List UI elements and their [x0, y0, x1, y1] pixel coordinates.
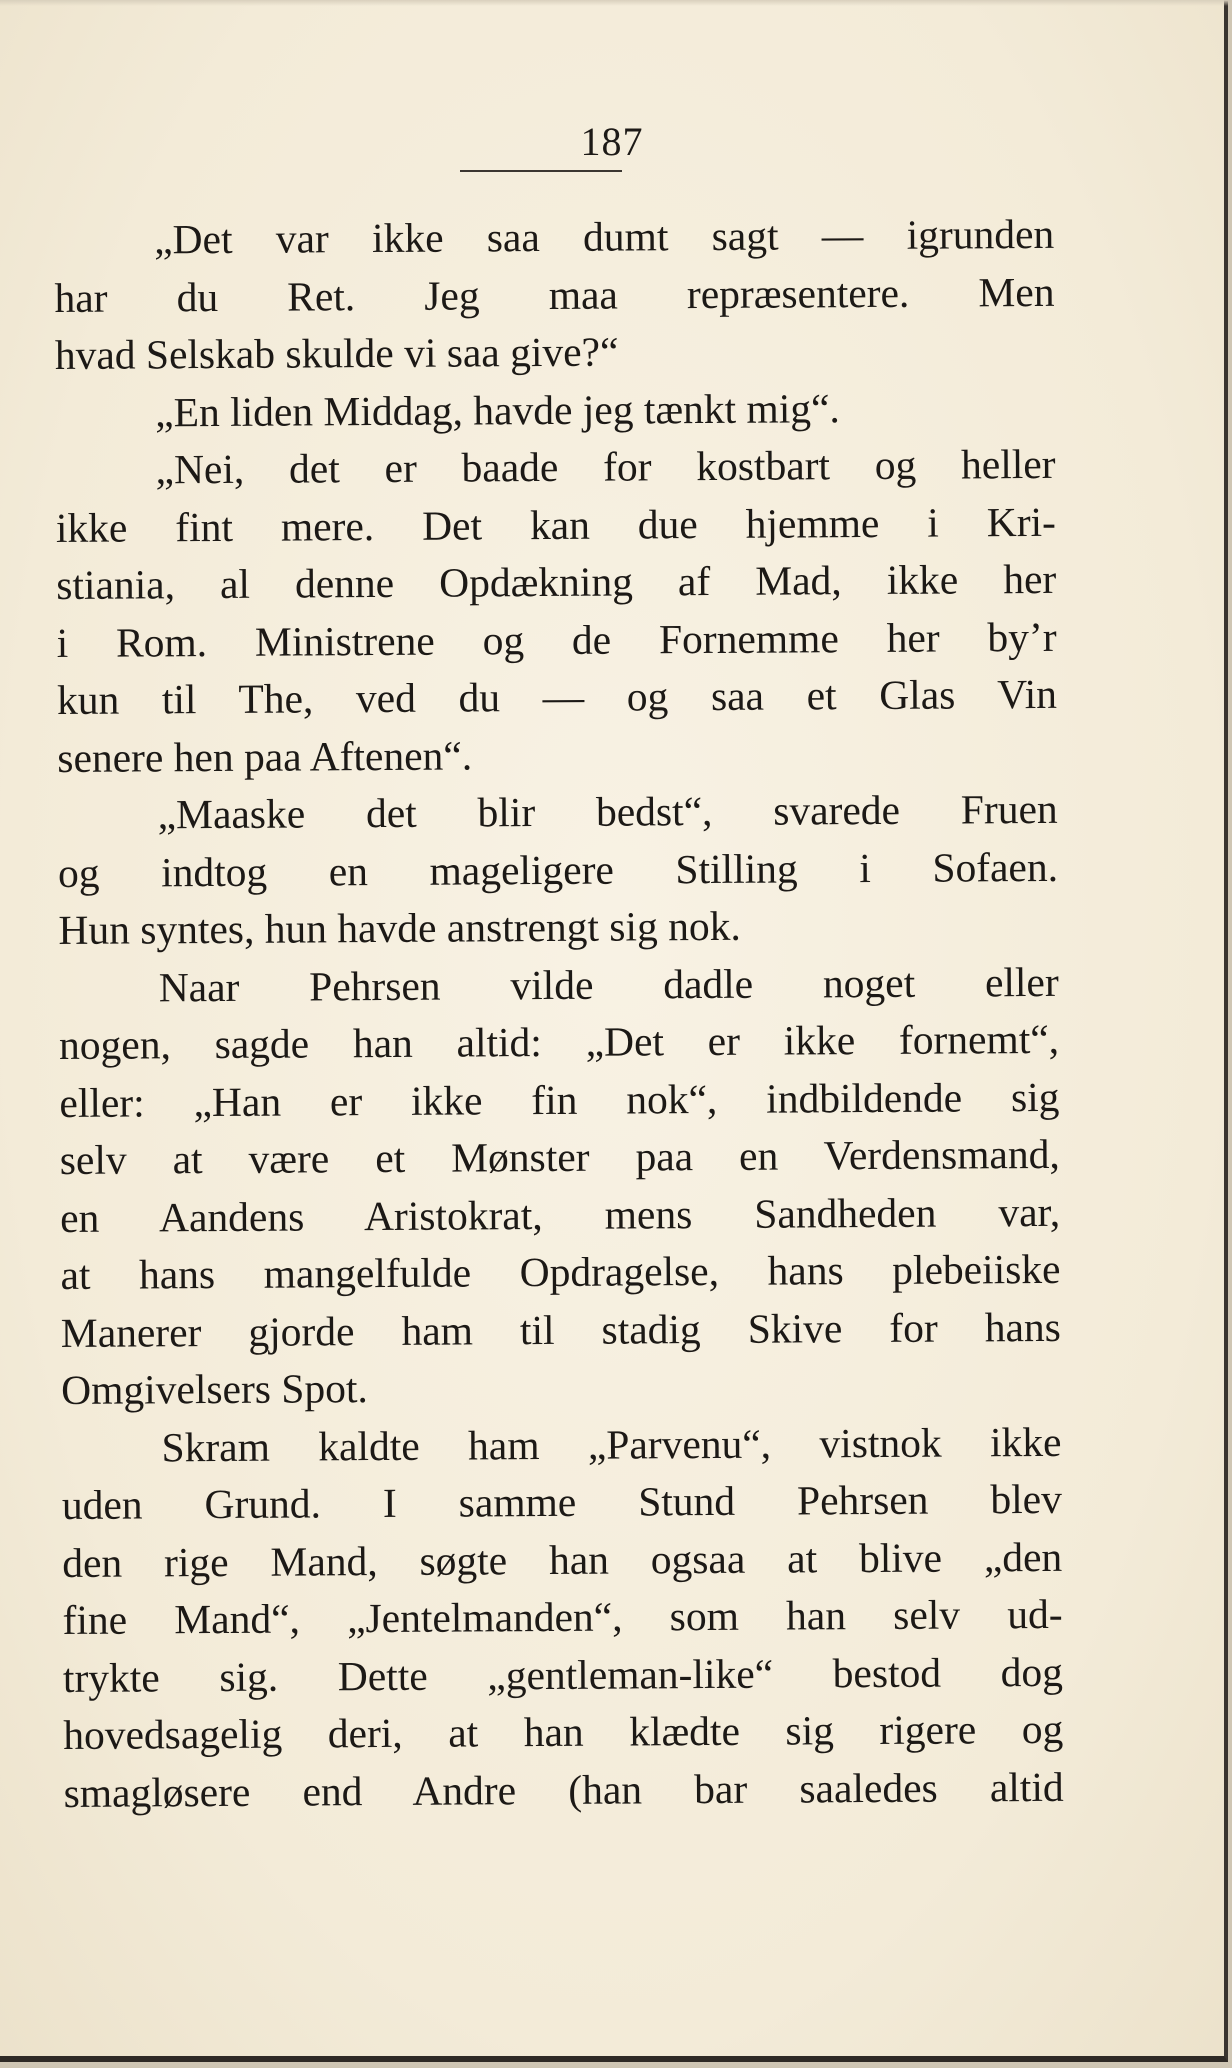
text-line: hovedsagelig deri, at han klædte sig rigere og	[63, 1705, 1064, 1758]
text-line: har du Ret. Jeg maa repræsentere. Men	[54, 268, 1055, 321]
text-line: fine Mand“, „Jentelmanden“, som han selv ud-	[62, 1590, 1063, 1643]
text-line: smagløsere end Andre (han bar saaledes altid	[63, 1763, 1064, 1816]
text-line: „Maaske det blir bedst“, svarede Fruen	[157, 785, 1058, 838]
text-line: senere hen paa Aftenen“.	[57, 731, 473, 781]
text-line: en Aandens Aristokrat, mens Sandheden var,	[60, 1188, 1061, 1241]
header-rule	[460, 170, 622, 172]
text-line: nogen, sagde han altid: „Det er ikke fornemt“,	[58, 1015, 1060, 1068]
text-line: „En liden Middag, havde jeg tænkt mig“.	[155, 384, 840, 435]
text-line: Hun syntes, hun havde anstrengt sig nok.	[58, 902, 741, 953]
text-line: Omgivelsers Spot.	[61, 1365, 368, 1413]
text-line: trykte sig. Dette „gentleman-like“ bestod dog	[62, 1648, 1064, 1701]
text-line: og indtog en mageligere Stilling i Sofaen.	[57, 843, 1059, 896]
text-line: kun til The, ved du — og saa et Glas Vin	[56, 670, 1058, 723]
page-number: 187	[580, 119, 644, 164]
text-line: Naar Pehrsen vilde dadle noget eller	[158, 958, 1059, 1010]
text-line: Skram kaldte ham „Parvenu“, vistnok ikke	[161, 1418, 1062, 1470]
text-line: eller: „Han er ikke fin nok“, indbildende sig	[59, 1073, 1060, 1126]
text-line: Manerer gjorde ham til stadig Skive for hans	[60, 1303, 1061, 1356]
text-line: ikke fint mere. Det kan due hjemme i Kri-	[55, 498, 1057, 551]
text-line: at hans mangelfulde Opdragelse, hans plebeiiske	[60, 1245, 1061, 1298]
page-top-edge	[0, 0, 1228, 6]
text-line: stiania, al denne Opdækning af Mad, ikke her	[56, 555, 1057, 608]
text-line: „Det var ikke saa dumt sagt — igrunden	[154, 210, 1055, 263]
text-line: uden Grund. I samme Stund Pehrsen blev	[61, 1475, 1063, 1528]
text-line: selv at være et Mønster paa en Verdensmand,	[59, 1130, 1060, 1183]
body-text	[54, 206, 1064, 1822]
text-line: i Rom. Ministrene og de Fornemme her by’r	[56, 613, 1057, 666]
text-line: den rige Mand, søgte han ogsaa at blive „den	[62, 1533, 1063, 1586]
text-line: „Nei, det er baade for kostbart og heller	[155, 440, 1056, 493]
text-line: hvad Selskab skulde vi saa give?“	[54, 328, 619, 378]
